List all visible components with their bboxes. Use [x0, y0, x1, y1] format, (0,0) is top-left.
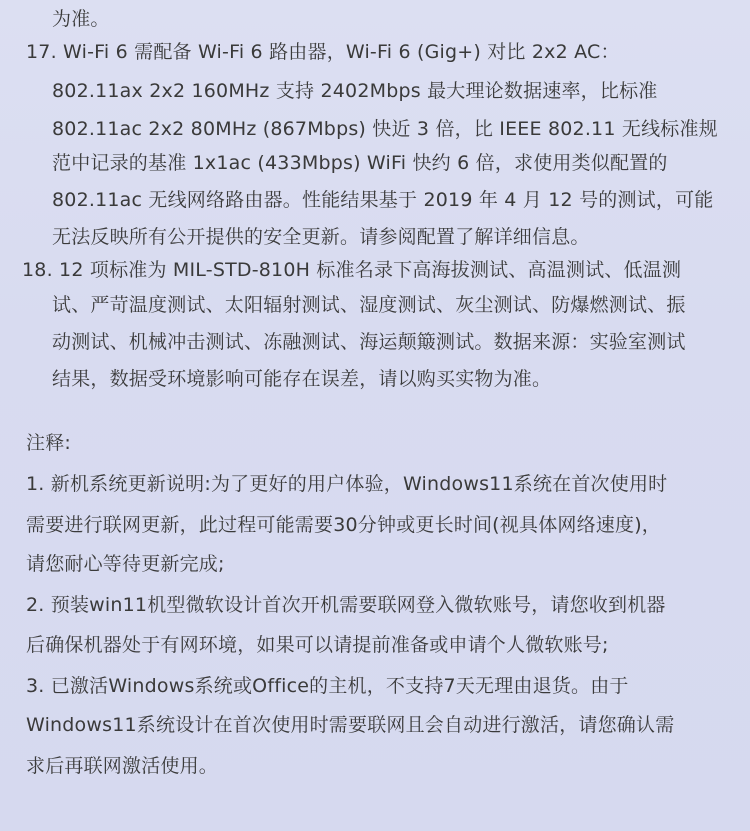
footnote-18-line-1: 18. 12 项标准为 MIL-STD-810H 标准名录下高海拔测试、高温测试、低温测 — [22, 259, 682, 281]
footnote-16-tail: 为准。 — [52, 8, 110, 30]
footnote-18-line-4: 结果，数据受环境影响可能存在误差，请以购买实物为准。 — [52, 368, 552, 390]
footnote-18-line-2: 试、严苛温度测试、太阳辐射测试、湿度测试、灰尘测试、防爆燃测试、振 — [52, 294, 686, 316]
footnote-17-line-4: 范中记录的基准 1x1ac (433Mbps) WiFi 快约 6 倍，求使用类似配置的 — [52, 152, 668, 174]
note-3-line-2: Windows11系统设计在首次使用时需要联网且会自动进行激活，请您确认需 — [26, 714, 675, 736]
footnote-17-line-1: 17. Wi-Fi 6 需配备 Wi-Fi 6 路由器，Wi-Fi 6 (Gig+) 对比 2x2 AC： — [26, 41, 620, 63]
footnote-18-line-3: 动测试、机械冲击测试、冻融测试、海运颠簸测试。数据来源：实验室测试 — [52, 331, 686, 353]
footnote-17-line-3: 802.11ac 2x2 80MHz (867Mbps) 快近 3 倍，比 IEEE 802.11 无线标准规 — [52, 118, 718, 140]
notes-heading: 注释: — [26, 432, 72, 454]
note-2-line-2: 后确保机器处于有网环境，如果可以请提前准备或申请个人微软账号; — [26, 634, 609, 656]
footnote-17-line-5: 802.11ac 无线网络路由器。性能结果基于 2019 年 4 月 12 号的测试，可能 — [52, 189, 714, 211]
footnote-17-line-2: 802.11ax 2x2 160MHz 支持 2402Mbps 最大理论数据速率，比标准 — [52, 80, 658, 102]
footnote-17-line-6: 无法反映所有公开提供的安全更新。请参阅配置了解详细信息。 — [52, 226, 590, 248]
note-3-line-1: 3. 已激活Windows系统或Office的主机，不支持7天无理由退货。由于 — [26, 675, 629, 697]
note-1-line-3: 请您耐心等待更新完成; — [26, 553, 225, 575]
note-2-line-1: 2. 预装win11机型微软设计首次开机需要联网登入微软账号，请您收到机器 — [26, 594, 666, 616]
note-1-line-1: 1. 新机系统更新说明:为了更好的用户体验，Windows11系统在首次使用时 — [26, 473, 668, 495]
note-1-line-2: 需要进行联网更新，此过程可能需要30分钟或更长时间(视具体网络速度)， — [26, 514, 662, 536]
note-3-line-3: 求后再联网激活使用。 — [26, 755, 219, 777]
